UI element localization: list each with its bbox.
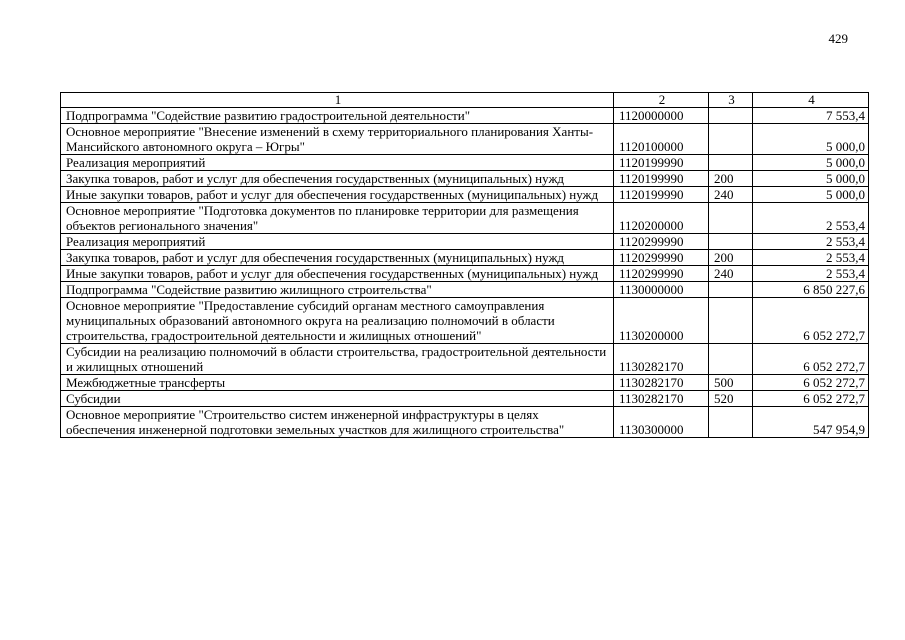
row-code: 1130200000 (614, 298, 709, 344)
row-type: 520 (709, 391, 753, 407)
row-sum: 2 553,4 (753, 203, 869, 234)
row-type: 200 (709, 171, 753, 187)
row-code: 1130282170 (614, 344, 709, 375)
row-code: 1120000000 (614, 108, 709, 124)
row-code: 1130000000 (614, 282, 709, 298)
row-sum: 6 052 272,7 (753, 391, 869, 407)
table-row (61, 407, 869, 438)
table-row (61, 250, 869, 266)
row-sum: 6 052 272,7 (753, 298, 869, 344)
row-code: 1120200000 (614, 203, 709, 234)
row-type (709, 298, 753, 344)
row-type (709, 203, 753, 234)
table-row (61, 266, 869, 282)
row-type: 200 (709, 250, 753, 266)
row-name: Подпрограмма "Содействие развитию градостроительной деятельности" (61, 108, 614, 124)
table-row (61, 375, 869, 391)
header-cell-name: 1 (61, 93, 614, 108)
table-row (61, 187, 869, 203)
row-sum: 2 553,4 (753, 266, 869, 282)
row-sum: 6 850 227,6 (753, 282, 869, 298)
row-name: Закупка товаров, работ и услуг для обеспечения государственных (муниципальных) нужд (61, 250, 614, 266)
row-type: 500 (709, 375, 753, 391)
table-row (61, 203, 869, 234)
row-type: 240 (709, 187, 753, 203)
header-cell-sum: 4 (753, 93, 869, 108)
row-sum: 6 052 272,7 (753, 375, 869, 391)
table-header-row (61, 93, 869, 108)
row-code: 1130282170 (614, 375, 709, 391)
row-name: Реализация мероприятий (61, 155, 614, 171)
row-name: Основное мероприятие "Строительство систем инженерной инфраструктуры в целях обеспечения инженерной подготовки земельных участков для жилищного строительства" (61, 407, 614, 438)
row-code: 1130300000 (614, 407, 709, 438)
table-row (61, 234, 869, 250)
row-name: Субсидии (61, 391, 614, 407)
row-type (709, 124, 753, 155)
page-number: 429 (828, 31, 848, 46)
row-name: Субсидии на реализацию полномочий в области строительства, градостроительной деятельности и жилищных отношений (61, 344, 614, 375)
row-code: 1130282170 (614, 391, 709, 407)
row-sum: 2 553,4 (753, 234, 869, 250)
row-code: 1120199990 (614, 155, 709, 171)
row-name: Подпрограмма "Содействие развитию жилищного строительства" (61, 282, 614, 298)
row-type (709, 234, 753, 250)
header-cell-type: 3 (709, 93, 753, 108)
row-code: 1120299990 (614, 250, 709, 266)
row-sum: 5 000,0 (753, 155, 869, 171)
row-type (709, 108, 753, 124)
row-type (709, 407, 753, 438)
row-sum: 5 000,0 (753, 171, 869, 187)
row-name: Основное мероприятие "Подготовка документов по планировке территории для размещения объектов регионального значения" (61, 203, 614, 234)
table-row (61, 124, 869, 155)
row-sum: 5 000,0 (753, 124, 869, 155)
table-row (61, 344, 869, 375)
table-row (61, 298, 869, 344)
row-name: Основное мероприятие "Внесение изменений в схему территориального планирования Ханты-Мансийского автономного округа – Югры" (61, 124, 614, 155)
budget-table (60, 92, 869, 438)
header-cell-code: 2 (614, 93, 709, 108)
row-code: 1120100000 (614, 124, 709, 155)
row-type: 240 (709, 266, 753, 282)
row-sum: 547 954,9 (753, 407, 869, 438)
row-sum: 2 553,4 (753, 250, 869, 266)
row-name: Межбюджетные трансферты (61, 375, 614, 391)
row-sum: 5 000,0 (753, 187, 869, 203)
row-type (709, 344, 753, 375)
row-name: Основное мероприятие "Предоставление субсидий органам местного самоуправления муниципальных образований автономного округа на реализацию полномочий в области строительства, градостроительной деятельности и жилищных отношений" (61, 298, 614, 344)
row-code: 1120199990 (614, 187, 709, 203)
table-row (61, 155, 869, 171)
table-row (61, 391, 869, 407)
row-type (709, 282, 753, 298)
row-name: Иные закупки товаров, работ и услуг для обеспечения государственных (муниципальных) нужд (61, 187, 614, 203)
row-sum: 7 553,4 (753, 108, 869, 124)
row-name: Закупка товаров, работ и услуг для обеспечения государственных (муниципальных) нужд (61, 171, 614, 187)
row-code: 1120299990 (614, 234, 709, 250)
row-code: 1120299990 (614, 266, 709, 282)
row-name: Реализация мероприятий (61, 234, 614, 250)
row-code: 1120199990 (614, 171, 709, 187)
table-row (61, 282, 869, 298)
table-row (61, 171, 869, 187)
row-type (709, 155, 753, 171)
row-name: Иные закупки товаров, работ и услуг для обеспечения государственных (муниципальных) нужд (61, 266, 614, 282)
table-row (61, 108, 869, 124)
row-sum: 6 052 272,7 (753, 344, 869, 375)
